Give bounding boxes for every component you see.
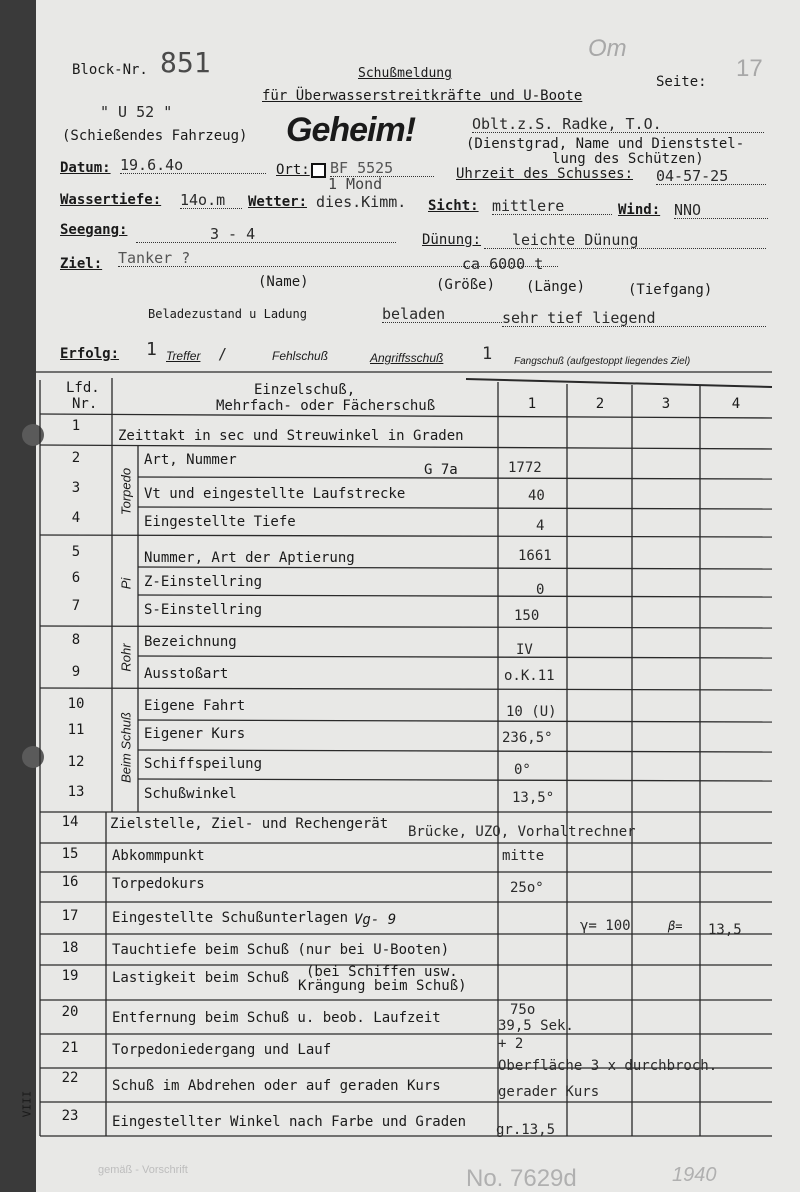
row-label: Entfernung beim Schuß u. beob. Laufzeit (112, 1010, 441, 1026)
row-label: Torpedoniedergang und Lauf (112, 1042, 332, 1058)
row-label: Eigener Kurs (144, 726, 246, 742)
block-number: 851 (160, 46, 211, 79)
row-value-beta-number: 13,5 (708, 922, 742, 938)
wind-label: Wind: (618, 202, 661, 218)
wetter-label: Wetter: (248, 194, 308, 210)
row-number: 15 (61, 846, 79, 862)
fehlschuss-value: / (218, 345, 228, 363)
column-head-1: 1 (527, 396, 537, 412)
datum-label: Datum: (60, 160, 111, 176)
row-label: Zielstelle, Ziel- und Rechengerät (110, 816, 389, 832)
row-value: 40 (528, 488, 545, 504)
row-value: 13,5° (512, 790, 555, 806)
row-value: 0° (514, 762, 531, 778)
row-label: Eingestellte Schußunterlagen (112, 910, 349, 926)
row-value: Brücke, UZO, Vorhaltrechner (408, 824, 636, 840)
row-label: Schiffspeilung (144, 756, 263, 772)
ziel-size: ca 6000 t (462, 255, 544, 273)
archive-year: 1940 (672, 1164, 717, 1186)
row-number: 20 (61, 1004, 79, 1020)
column-head-2: 2 (595, 396, 605, 412)
beladezustand-value-2: sehr tief liegend (502, 310, 766, 327)
wind-value: NNO (674, 202, 768, 219)
name-label: (Name) (258, 274, 309, 290)
row-label: Schußwinkel (144, 786, 237, 802)
row-label: Art, Nummer (144, 452, 237, 468)
mond-note: 1 Mond (328, 175, 383, 193)
duenung-label: Dünung: (422, 232, 482, 248)
row-label: Z-Einstellring (144, 574, 263, 590)
row-number: 6 (71, 570, 81, 586)
form-subtitle: für Überwasserstreitkräfte und U-Boote (262, 88, 583, 104)
seegang-value: 3 - 4 (136, 226, 396, 243)
fehlschuss-label: Fehlschuß (272, 349, 329, 363)
faint-footer-text: gemäß - Vorschrift (98, 1164, 188, 1176)
row-number: 23 (61, 1108, 79, 1124)
row-label: S-Einstellring (144, 602, 263, 618)
row-number: 19 (61, 968, 79, 984)
row-number: 12 (67, 754, 85, 770)
boat-name: " U 52 " (100, 103, 173, 121)
row-number: 4 (71, 510, 81, 526)
row-number: 17 (61, 908, 79, 924)
sicht-label: Sicht: (428, 198, 479, 214)
boat-label: (Schießendes Fahrzeug) (62, 128, 248, 144)
column-head-nr: Nr. (72, 396, 98, 412)
row-number: 8 (71, 632, 81, 648)
column-head-lfd: Lfd. (66, 380, 100, 396)
column-head-4: 4 (731, 396, 741, 412)
datum-value: 19.6.4o (120, 157, 266, 174)
row-label: Abkommpunkt (112, 848, 205, 864)
group-label-torpedo: Torpedo (118, 467, 134, 516)
row-value: 1661 (518, 548, 552, 564)
seite-label: Seite: (656, 74, 707, 90)
row-value-gamma: γ= 100 (580, 918, 631, 934)
archive-number: No. 7629d (466, 1165, 577, 1192)
shooter-label-1: (Dienstgrad, Name und Dienststel- (466, 136, 745, 152)
row-number: 18 (61, 940, 79, 956)
wassertiefe-label: Wassertiefe: (60, 192, 162, 208)
row-number: 5 (71, 544, 81, 560)
row-number: 14 (61, 814, 79, 830)
duenung-value: leichte Dünung (484, 232, 766, 249)
sicht-value: mittlere (492, 198, 612, 215)
beladezustand-label: Beladezustand u Ladung (148, 307, 307, 321)
row-value-2: Oberfläche 3 x durchbroch. (498, 1058, 718, 1074)
row-value: gerader Kurs (498, 1084, 600, 1100)
wetter-value: dies.Kimm. (316, 193, 407, 211)
ziel-label: Ziel: (60, 256, 103, 272)
row-number: 21 (61, 1040, 79, 1056)
initials-mark: Om (588, 35, 627, 62)
row-number: 3 (71, 480, 81, 496)
row-number: 7 (71, 598, 81, 614)
row-value: 236,5° (502, 730, 553, 746)
column-head-desc-2: Mehrfach- oder Fächerschuß (216, 398, 436, 414)
tiefgang-label: (Tiefgang) (628, 282, 713, 298)
row-label: Lastigkeit beim Schuß (112, 970, 290, 986)
row-value: 1772 (508, 460, 542, 476)
group-label-pi: Pi (118, 577, 134, 590)
report-sheet (20, 0, 800, 1192)
seegang-label: Seegang: (60, 222, 128, 238)
row-value: 75o (510, 1002, 536, 1018)
column-head-3: 3 (661, 396, 671, 412)
row-value-beta: β= (668, 919, 683, 933)
ziel-value: Tanker ? (118, 250, 558, 267)
form-title: Schußmeldung (358, 66, 452, 81)
row-number: 9 (71, 664, 81, 680)
row-value: 150 (514, 608, 540, 624)
row-label: Zeittakt in sec und Streuwinkel in Graden (118, 428, 464, 444)
row-extra: G 7a (424, 462, 458, 478)
wassertiefe-value: 14o.m (180, 192, 242, 209)
row-value: + 2 (498, 1036, 524, 1052)
row-number: 13 (67, 784, 85, 800)
row-label: Vt und eingestellte Laufstrecke (144, 486, 406, 502)
margin-mark: VIII (20, 1090, 34, 1118)
row-value: IV (516, 642, 533, 658)
row-value: 25o° (510, 880, 544, 896)
row-label: Eingestellte Tiefe (144, 514, 296, 530)
column-head-desc-1: Einzelschuß, (254, 382, 356, 398)
uhrzeit-value: 04-57-25 (656, 168, 766, 185)
geheim-stamp: Geheim! (286, 111, 416, 149)
row-label: Ausstoßart (144, 666, 229, 682)
row-value: o.K.11 (504, 668, 555, 684)
angriffsschuss-label: Angriffsschuß (370, 351, 444, 365)
shooter-label-2: lung des Schützen) (552, 151, 704, 167)
group-label-beim-schuss: Beim Schuß (118, 712, 134, 783)
erfolg-label: Erfolg: (60, 346, 120, 362)
row-label: Eingestellter Winkel nach Farbe und Graden (112, 1114, 467, 1130)
block-label: Block-Nr. (72, 62, 148, 78)
row-number: 2 (71, 450, 81, 466)
row-number: 11 (67, 722, 85, 738)
row-number: 16 (61, 874, 79, 890)
row-value: 4 (536, 518, 545, 534)
treffer-value: 1 (146, 339, 157, 360)
groesse-label: (Größe) (436, 277, 496, 293)
row-value: gr.13,5 (496, 1122, 556, 1138)
shooter-name: Oblt.z.S. Radke, T.O. (472, 116, 764, 133)
beladezustand-value: beladen (382, 306, 502, 323)
fangschuss-label: Fangschuß (aufgestoppt liegendes Ziel) (514, 356, 691, 367)
row-label: Nummer, Art der Aptierung (144, 550, 355, 566)
ort-label: Ort: (276, 162, 310, 178)
uhrzeit-label: Uhrzeit des Schusses: (456, 166, 634, 182)
row-number: 1 (71, 418, 81, 434)
seite-value: 17 (736, 55, 763, 82)
ort-value: BF 5525 (330, 160, 434, 177)
row-label-extra: (bei Schiffen usw. (306, 964, 458, 980)
row-label-extra: Krängung beim Schuß) (298, 978, 467, 994)
angriffsschuss-value: 1 (482, 344, 493, 364)
group-label-rohr: Rohr (118, 643, 134, 672)
row-value: mitte (502, 848, 545, 864)
row-number: 22 (61, 1070, 79, 1086)
laenge-label: (Länge) (526, 279, 586, 295)
treffer-label: Treffer (166, 349, 201, 363)
row-label: Bezeichnung (144, 634, 237, 650)
row-value: 0 (536, 582, 545, 598)
row-value-vg: Vg- 9 (354, 912, 397, 928)
row-value-2: 39,5 Sek. (498, 1018, 574, 1034)
row-label: Eigene Fahrt (144, 698, 246, 714)
row-label: Torpedokurs (112, 876, 205, 892)
row-label: Tauchtiefe beim Schuß (nur bei U-Booten) (112, 942, 450, 958)
row-number: 10 (67, 696, 85, 712)
row-value: 10 (U) (506, 704, 557, 720)
row-label: Schuß im Abdrehen oder auf geraden Kurs (112, 1078, 441, 1094)
